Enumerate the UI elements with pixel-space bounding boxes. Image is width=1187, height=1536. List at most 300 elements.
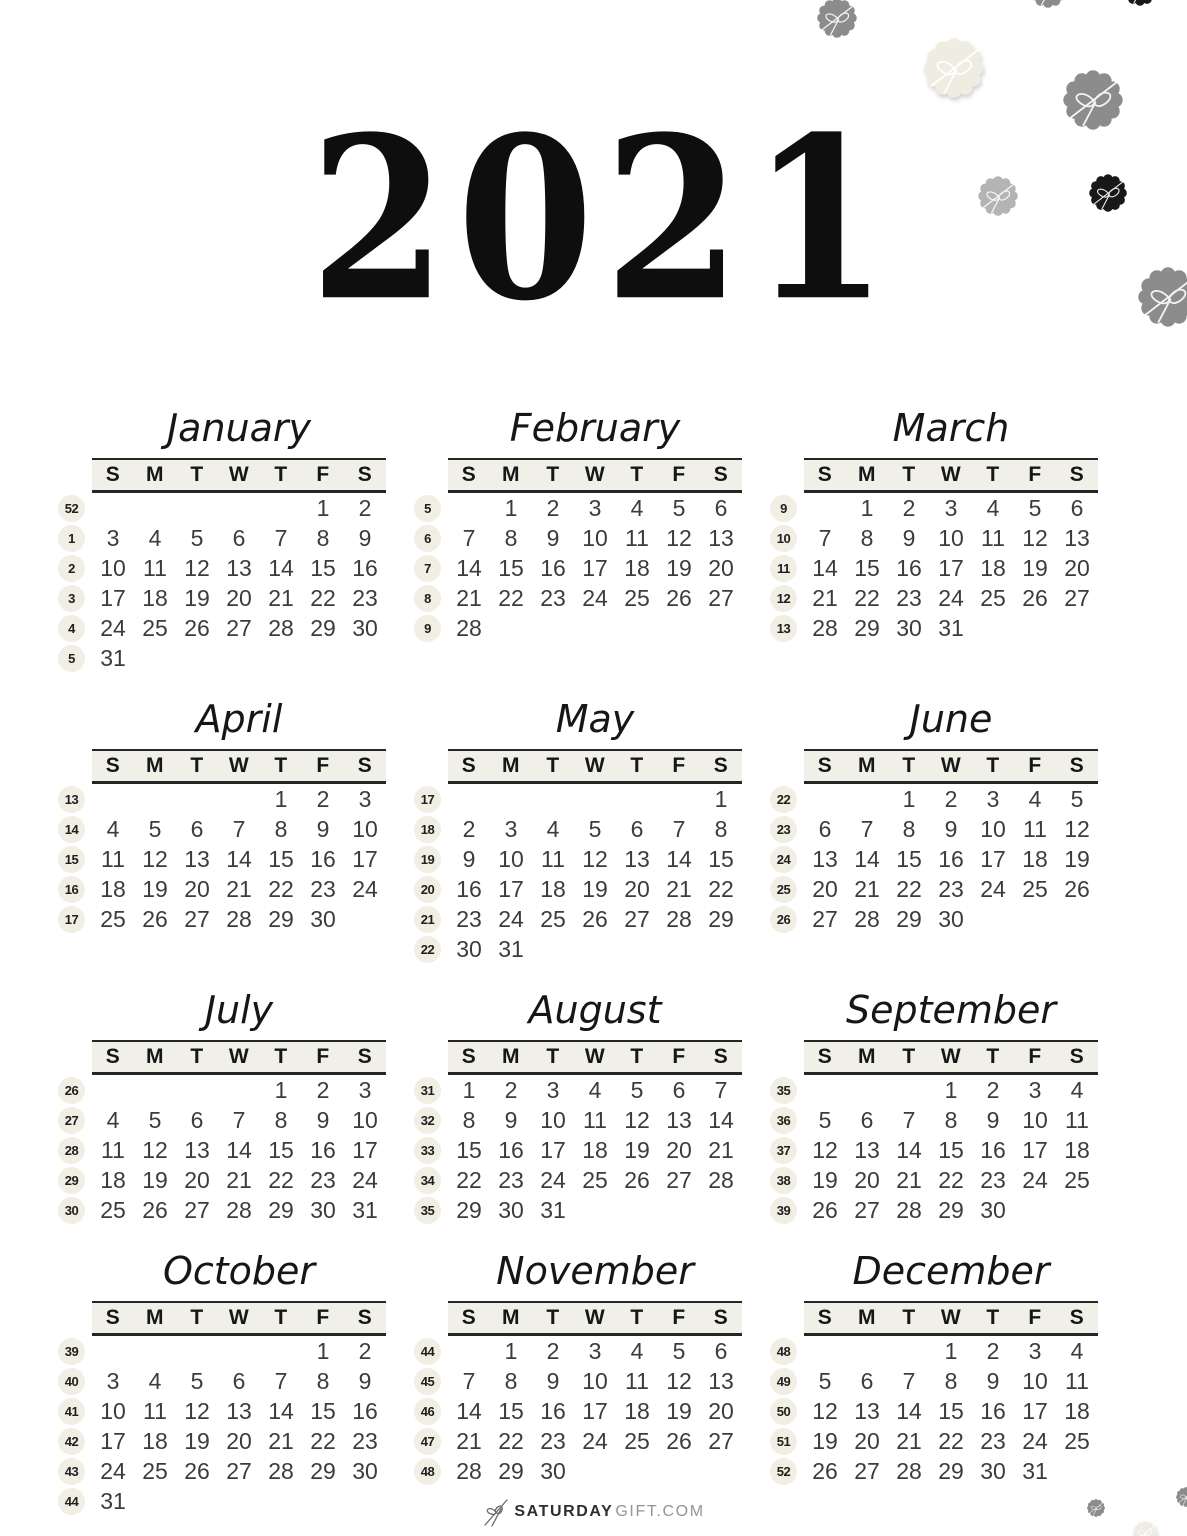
gift-flower-icon <box>1028 0 1068 8</box>
date-cell: 11 <box>625 524 649 551</box>
day-header-row <box>770 1040 1098 1075</box>
week-row <box>58 1135 386 1165</box>
date-cell: 8 <box>504 524 518 551</box>
date-cell: 12 <box>1022 524 1048 551</box>
month-june <box>770 689 1098 934</box>
date-cell: 24 <box>938 584 964 611</box>
date-cell: 20 <box>708 1397 734 1424</box>
date-cell: 14 <box>456 554 482 581</box>
date-cell: 5 <box>588 815 602 842</box>
month-title: November <box>496 1249 694 1294</box>
date-cell: 4 <box>630 494 644 521</box>
day-header: M <box>502 754 520 777</box>
date-cell: 23 <box>896 584 922 611</box>
week-row <box>58 1366 386 1396</box>
date-cell: 5 <box>1070 785 1084 812</box>
brand-giftcom: GIFT.COM <box>615 1503 705 1520</box>
date-cell: 13 <box>1064 524 1090 551</box>
day-header-row <box>770 458 1098 493</box>
date-cell: 7 <box>232 815 246 842</box>
week-number-cell <box>414 613 448 643</box>
date-cell: 4 <box>1028 785 1042 812</box>
day-header: S <box>461 463 477 486</box>
date-cell: 24 <box>100 614 126 641</box>
date-cell: 30 <box>352 614 378 641</box>
day-header: F <box>672 1045 686 1068</box>
date-cell: 2 <box>504 1076 518 1103</box>
date-cell: 23 <box>540 584 566 611</box>
date-cell: 21 <box>708 1136 734 1163</box>
week-number-badge: 30 <box>58 1197 85 1224</box>
date-cell: 19 <box>1064 845 1090 872</box>
day-header: S <box>105 463 121 486</box>
date-cell: 17 <box>100 1427 126 1454</box>
day-header: M <box>146 463 164 486</box>
date-cell: 13 <box>708 1367 734 1394</box>
date-cell: 18 <box>624 1397 650 1424</box>
date-cell: 12 <box>184 554 210 581</box>
date-cell: 2 <box>986 1337 1000 1364</box>
gift-flower-icon <box>817 0 857 38</box>
date-cell: 25 <box>540 905 566 932</box>
week-row <box>414 1165 742 1195</box>
week-number-cell <box>414 844 448 874</box>
date-cell: 5 <box>148 1106 162 1133</box>
week-number-cell <box>414 1105 448 1135</box>
week-row <box>414 784 742 814</box>
date-cell: 24 <box>1022 1166 1048 1193</box>
day-header-band <box>804 1040 1098 1075</box>
date-cell: 26 <box>666 584 692 611</box>
week-number-badge: 23 <box>770 816 797 843</box>
week-number-badge: 39 <box>58 1338 85 1365</box>
week-number-cell <box>414 583 448 613</box>
date-cell: 10 <box>100 1397 126 1424</box>
date-cell: 19 <box>812 1166 838 1193</box>
date-cell: 12 <box>666 524 692 551</box>
day-header: W <box>228 1045 250 1068</box>
week-number-badge: 32 <box>414 1107 441 1134</box>
day-header: F <box>316 1306 330 1329</box>
week-number-cell <box>770 1456 804 1486</box>
date-cell: 8 <box>274 1106 288 1133</box>
week-number-badge: 20 <box>414 876 441 903</box>
date-cell: 6 <box>818 815 832 842</box>
date-cell: 10 <box>498 845 524 872</box>
date-cell: 20 <box>184 1166 210 1193</box>
week-number-badge: 28 <box>58 1137 85 1164</box>
date-cell: 19 <box>142 875 168 902</box>
date-cell: 3 <box>944 494 958 521</box>
date-cell: 25 <box>142 614 168 641</box>
month-title: January <box>166 406 312 451</box>
week-number-badge: 10 <box>770 525 797 552</box>
date-cell: 11 <box>101 845 125 872</box>
day-header: T <box>630 1306 644 1329</box>
week-row <box>770 1336 1098 1366</box>
date-cell: 2 <box>358 494 372 521</box>
day-header-band <box>92 1040 386 1075</box>
date-cell: 30 <box>498 1196 524 1223</box>
date-cell: 26 <box>582 905 608 932</box>
week-number-badge: 5 <box>414 495 441 522</box>
date-cell: 27 <box>624 905 650 932</box>
month-title: July <box>204 988 274 1033</box>
date-cell: 23 <box>310 1166 336 1193</box>
week-row <box>770 874 1098 904</box>
day-header: S <box>713 1045 729 1068</box>
date-cell: 31 <box>100 644 126 671</box>
week-number-cell <box>58 1396 92 1426</box>
week-number-cell <box>58 583 92 613</box>
date-cell: 14 <box>226 845 252 872</box>
day-header: S <box>461 1306 477 1329</box>
date-cell: 29 <box>708 905 734 932</box>
week-row <box>58 1105 386 1135</box>
week-number-spacer <box>770 461 804 491</box>
week-number-spacer <box>58 461 92 491</box>
date-cell: 31 <box>1022 1457 1048 1484</box>
date-cell: 7 <box>462 524 476 551</box>
week-number-badge: 44 <box>58 1488 85 1515</box>
date-cell: 17 <box>498 875 524 902</box>
day-header: M <box>858 463 876 486</box>
date-cell: 15 <box>854 554 880 581</box>
date-cell: 9 <box>944 815 958 842</box>
week-number-cell <box>770 523 804 553</box>
date-cell: 1 <box>316 494 330 521</box>
week-row <box>414 523 742 553</box>
week-number-cell <box>414 784 448 814</box>
date-cell: 12 <box>812 1136 838 1163</box>
date-cell: 27 <box>854 1457 880 1484</box>
week-number-cell <box>770 1165 804 1195</box>
date-cell: 25 <box>624 1427 650 1454</box>
date-cell: 24 <box>100 1457 126 1484</box>
date-cell: 27 <box>854 1196 880 1223</box>
date-cell: 3 <box>358 1076 372 1103</box>
date-cell: 10 <box>980 815 1006 842</box>
month-september <box>770 980 1098 1225</box>
date-cell: 20 <box>226 1427 252 1454</box>
month-title: September <box>845 988 1057 1033</box>
date-cell: 1 <box>714 785 728 812</box>
week-row <box>770 844 1098 874</box>
week-number-cell <box>770 553 804 583</box>
week-number-cell <box>770 1075 804 1105</box>
day-header: W <box>228 754 250 777</box>
week-number-badge: 34 <box>414 1167 441 1194</box>
week-number-spacer <box>58 752 92 782</box>
date-cell: 13 <box>184 845 210 872</box>
date-cell: 10 <box>582 1367 608 1394</box>
date-cell: 7 <box>274 524 288 551</box>
date-cell: 16 <box>980 1397 1006 1424</box>
week-number-badge: 9 <box>414 615 441 642</box>
week-row <box>770 1426 1098 1456</box>
date-cell: 12 <box>624 1106 650 1133</box>
date-cell: 23 <box>980 1166 1006 1193</box>
week-row <box>58 1195 386 1225</box>
day-header-row <box>58 749 386 784</box>
date-cell: 2 <box>358 1337 372 1364</box>
date-cell: 29 <box>268 1196 294 1223</box>
date-cell: 13 <box>854 1136 880 1163</box>
date-cell: 3 <box>358 785 372 812</box>
week-number-badge: 14 <box>58 816 85 843</box>
date-cell: 19 <box>1022 554 1048 581</box>
day-header: F <box>316 463 330 486</box>
date-cell: 10 <box>938 524 964 551</box>
date-cell: 30 <box>456 935 482 962</box>
date-cell: 25 <box>980 584 1006 611</box>
week-number-cell <box>58 904 92 934</box>
day-header: M <box>146 1045 164 1068</box>
date-cell: 15 <box>456 1136 482 1163</box>
date-cell: 29 <box>310 1457 336 1484</box>
date-cell: 23 <box>352 584 378 611</box>
day-header: W <box>940 1306 962 1329</box>
week-number-badge: 8 <box>414 585 441 612</box>
day-header: M <box>502 463 520 486</box>
week-number-badge: 29 <box>58 1167 85 1194</box>
date-cell: 21 <box>896 1427 922 1454</box>
week-number-cell <box>58 1135 92 1165</box>
week-number-badge: 15 <box>58 846 85 873</box>
date-cell: 24 <box>980 875 1006 902</box>
week-number-badge: 27 <box>58 1107 85 1134</box>
week-number-cell <box>414 934 448 964</box>
date-cell: 23 <box>310 875 336 902</box>
date-cell: 19 <box>184 584 210 611</box>
day-header: T <box>986 1306 1000 1329</box>
date-cell: 3 <box>1028 1076 1042 1103</box>
week-number-badge: 17 <box>58 906 85 933</box>
week-number-badge: 17 <box>414 786 441 813</box>
week-number-badge: 50 <box>770 1398 797 1425</box>
week-number-badge: 48 <box>770 1338 797 1365</box>
date-cell: 26 <box>1064 875 1090 902</box>
date-cell: 4 <box>148 524 162 551</box>
day-header: T <box>546 463 560 486</box>
week-number-badge: 47 <box>414 1428 441 1455</box>
week-row <box>58 523 386 553</box>
week-row <box>414 1456 742 1486</box>
date-cell: 6 <box>714 1337 728 1364</box>
date-cell: 4 <box>546 815 560 842</box>
date-cell: 18 <box>1064 1136 1090 1163</box>
week-number-badge: 35 <box>414 1197 441 1224</box>
date-cell: 21 <box>268 584 294 611</box>
day-header: W <box>584 754 606 777</box>
day-header: S <box>1069 1306 1085 1329</box>
date-cell: 7 <box>672 815 686 842</box>
day-header: T <box>630 754 644 777</box>
day-header-row <box>414 749 742 784</box>
week-number-cell <box>414 1165 448 1195</box>
day-header: T <box>546 1045 560 1068</box>
date-cell: 7 <box>462 1367 476 1394</box>
day-header: M <box>146 754 164 777</box>
date-cell: 14 <box>268 1397 294 1424</box>
date-cell: 13 <box>624 845 650 872</box>
week-number-badge: 13 <box>770 615 797 642</box>
date-cell: 5 <box>630 1076 644 1103</box>
date-cell: 13 <box>226 554 252 581</box>
date-cell: 1 <box>504 494 518 521</box>
date-cell: 18 <box>1064 1397 1090 1424</box>
date-cell: 20 <box>666 1136 692 1163</box>
date-cell: 21 <box>854 875 880 902</box>
day-header: T <box>986 754 1000 777</box>
week-row <box>414 493 742 523</box>
date-cell: 9 <box>358 1367 372 1394</box>
date-cell: 11 <box>143 554 167 581</box>
week-number-cell <box>58 553 92 583</box>
day-header-row <box>414 1040 742 1075</box>
week-number-cell <box>770 1195 804 1225</box>
date-cell: 6 <box>232 1367 246 1394</box>
month-title: October <box>162 1249 316 1294</box>
day-header: S <box>357 754 373 777</box>
day-header: T <box>190 754 204 777</box>
week-number-badge: 42 <box>58 1428 85 1455</box>
date-cell: 19 <box>812 1427 838 1454</box>
week-number-cell <box>58 1336 92 1366</box>
date-cell: 9 <box>358 524 372 551</box>
date-cell: 4 <box>986 494 1000 521</box>
day-header: S <box>357 463 373 486</box>
date-cell: 13 <box>708 524 734 551</box>
week-number-badge: 40 <box>58 1368 85 1395</box>
day-header-band <box>804 749 1098 784</box>
week-number-spacer <box>58 1043 92 1073</box>
date-cell: 10 <box>352 1106 378 1133</box>
date-cell: 3 <box>106 1367 120 1394</box>
week-number-spacer <box>414 1304 448 1334</box>
date-cell: 2 <box>462 815 476 842</box>
week-row <box>770 1075 1098 1105</box>
week-number-badge: 5 <box>58 645 85 672</box>
date-cell: 5 <box>190 524 204 551</box>
week-number-cell <box>58 814 92 844</box>
gift-flower-icon <box>924 38 984 98</box>
date-cell: 21 <box>226 875 252 902</box>
day-header: W <box>228 1306 250 1329</box>
date-cell: 26 <box>812 1196 838 1223</box>
date-cell: 11 <box>1065 1367 1089 1394</box>
date-cell: 31 <box>498 935 524 962</box>
day-header-row <box>770 1301 1098 1336</box>
week-number-cell <box>58 493 92 523</box>
date-cell: 2 <box>316 785 330 812</box>
date-cell: 15 <box>708 845 734 872</box>
week-number-cell <box>58 613 92 643</box>
date-cell: 6 <box>860 1106 874 1133</box>
footer-brand <box>0 1496 1187 1528</box>
week-row <box>414 1366 742 1396</box>
day-header: S <box>817 754 833 777</box>
date-cell: 30 <box>896 614 922 641</box>
date-cell: 3 <box>1028 1337 1042 1364</box>
date-cell: 22 <box>938 1166 964 1193</box>
day-header: S <box>713 463 729 486</box>
date-cell: 15 <box>498 554 524 581</box>
date-cell: 3 <box>504 815 518 842</box>
date-cell: 6 <box>630 815 644 842</box>
date-cell: 7 <box>714 1076 728 1103</box>
week-row <box>414 613 742 643</box>
week-number-badge: 52 <box>58 495 85 522</box>
date-cell: 2 <box>902 494 916 521</box>
week-number-badge: 33 <box>414 1137 441 1164</box>
day-header: S <box>817 1045 833 1068</box>
date-cell: 29 <box>498 1457 524 1484</box>
date-cell: 20 <box>854 1427 880 1454</box>
week-number-badge: 46 <box>414 1398 441 1425</box>
date-cell: 6 <box>190 1106 204 1133</box>
date-cell: 27 <box>184 1196 210 1223</box>
week-number-cell <box>770 1396 804 1426</box>
date-cell: 25 <box>1022 875 1048 902</box>
day-header-row <box>414 1301 742 1336</box>
date-cell: 10 <box>540 1106 566 1133</box>
date-cell: 22 <box>896 875 922 902</box>
week-row <box>414 934 742 964</box>
date-cell: 16 <box>352 1397 378 1424</box>
week-number-cell <box>770 1105 804 1135</box>
day-header-row <box>414 458 742 493</box>
week-row <box>414 1426 742 1456</box>
day-header: M <box>502 1306 520 1329</box>
date-cell: 6 <box>190 815 204 842</box>
date-cell: 10 <box>352 815 378 842</box>
day-header: M <box>858 1306 876 1329</box>
week-row <box>414 814 742 844</box>
day-header: W <box>584 1045 606 1068</box>
date-cell: 20 <box>1064 554 1090 581</box>
day-header: S <box>817 463 833 486</box>
week-number-cell <box>58 1456 92 1486</box>
date-cell: 8 <box>316 524 330 551</box>
date-cell: 11 <box>625 1367 649 1394</box>
date-cell: 22 <box>708 875 734 902</box>
date-cell: 16 <box>310 845 336 872</box>
day-header-row <box>58 458 386 493</box>
month-july <box>58 980 386 1225</box>
date-cell: 15 <box>938 1397 964 1424</box>
day-header-band <box>804 458 1098 493</box>
date-cell: 15 <box>498 1397 524 1424</box>
week-row <box>58 874 386 904</box>
date-cell: 8 <box>714 815 728 842</box>
week-row <box>414 1135 742 1165</box>
date-cell: 26 <box>624 1166 650 1193</box>
week-number-cell <box>414 1366 448 1396</box>
week-row <box>58 1165 386 1195</box>
day-header: S <box>105 754 121 777</box>
date-cell: 1 <box>274 785 288 812</box>
date-cell: 1 <box>944 1076 958 1103</box>
date-cell: 2 <box>546 1337 560 1364</box>
date-cell: 25 <box>582 1166 608 1193</box>
date-cell: 19 <box>666 1397 692 1424</box>
day-header: S <box>357 1045 373 1068</box>
week-number-badge: 45 <box>414 1368 441 1395</box>
day-header: F <box>672 1306 686 1329</box>
week-number-badge: 26 <box>58 1077 85 1104</box>
date-cell: 8 <box>274 815 288 842</box>
